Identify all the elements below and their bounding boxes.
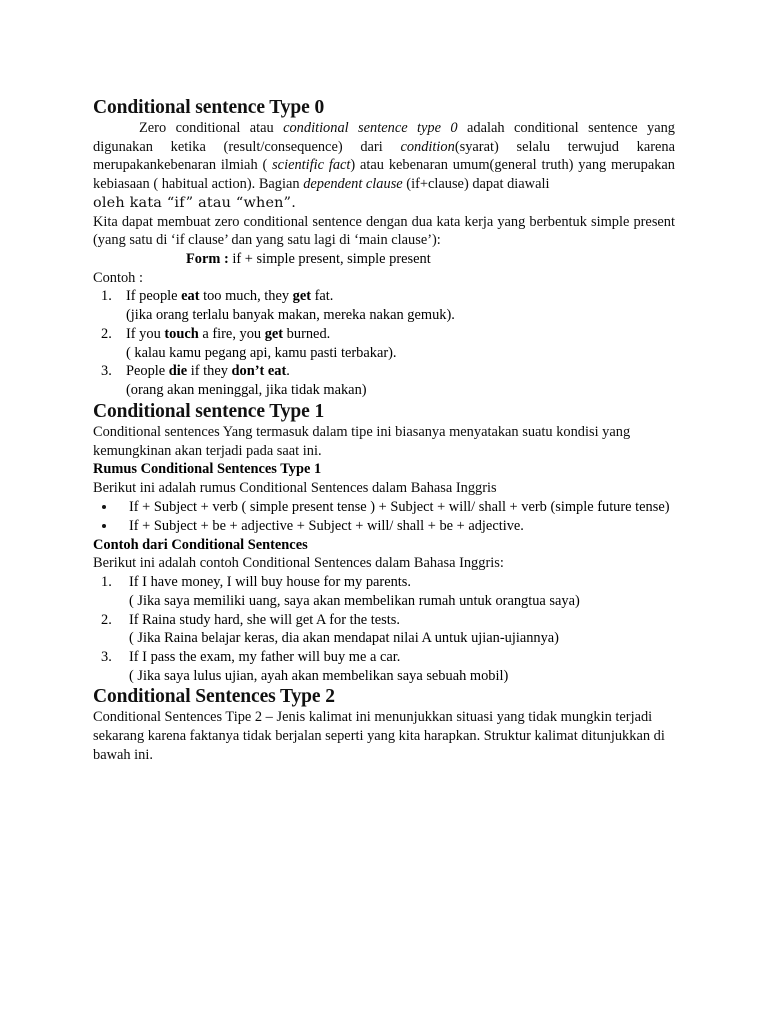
type0-intro-seg1: Zero conditional atau xyxy=(139,120,284,136)
list-item-number: 2. xyxy=(101,325,112,342)
type1-rumus-subtext: Berikut ini adalah rumus Conditional Sentences dalam Bahasa Inggris xyxy=(93,479,497,496)
list-item-translation: (jika orang terlalu banyak makan, mereka nakan gemuk). xyxy=(126,307,455,324)
formula-text: If + Subject + be + adjective + Subject + will/ shall + be + adjective. xyxy=(129,517,524,534)
list-item-number: 3. xyxy=(101,649,112,665)
list-item-number: 3. xyxy=(101,363,112,380)
type1-contoh-subtext: Berikut ini adalah contoh Conditional Sentences dalam Bahasa Inggris: xyxy=(93,555,504,572)
type0-intro-seg5: (if+clause) dapat diawali xyxy=(402,176,550,193)
type0-paragraph-2: Kita dapat membuat zero conditional sentence dengan dua kata kerja yang berbentuk simple present (yang satu di ‘if clause’ dan yang satu lagi di ‘main clause’): xyxy=(93,213,675,249)
type1-formula-list xyxy=(93,498,675,536)
heading-conditional-sentence-type-0: Conditional sentence Type 0 xyxy=(93,97,325,118)
heading-conditional-sentence-type-1: Conditional sentence Type 1 xyxy=(93,400,325,422)
type1-intro-paragraph: Conditional sentences Yang termasuk dalam tipe ini biasanya menyatakan suatu kondisi yang kemungkinan akan terjadi pada saat ini. xyxy=(93,423,631,459)
en-pre: If people xyxy=(126,288,182,305)
type0-intro-seg4: ) atau kebenaran umum(general truth) yang merupakan kebiasaan ( habitual action). Bagian xyxy=(93,157,675,193)
type0-contoh-label: Contoh : xyxy=(93,269,143,286)
list-item-english xyxy=(126,362,675,381)
list-item xyxy=(93,517,675,536)
bullet-icon xyxy=(102,524,106,528)
list-item-translation: ( Jika saya lulus ujian, ayah akan membelikan saya sebuah mobil) xyxy=(129,667,509,684)
heading-conditional-sentences-type-2: Conditional Sentences Type 2 xyxy=(93,686,335,708)
bullet-icon xyxy=(102,505,106,509)
en-bold-2: get xyxy=(264,325,284,342)
type0-intro-seg2: adalah conditional sentence yang digunakan ketika (result/consequence) dari xyxy=(93,120,676,155)
type1-contoh-heading: Contoh dari Conditional Sentences xyxy=(93,536,308,553)
type1-rumus-heading: Rumus Conditional Sentences Type 1 xyxy=(93,461,322,478)
type0-intro-em4: dependent clause xyxy=(303,176,403,193)
en-bold-1: touch xyxy=(164,325,199,342)
list-item xyxy=(93,498,675,517)
en-post: burned. xyxy=(283,325,331,342)
en-mid: too much, they xyxy=(199,288,293,305)
form-value: if + simple present, simple present xyxy=(228,251,431,268)
type0-intro-seg3: (syarat) selalu terwujud karena merupakankebenaran ilmiah ( xyxy=(93,138,675,174)
list-item-english: If I have money, I will buy house for my parents. xyxy=(129,574,412,591)
en-bold-2: don’t eat xyxy=(231,363,287,380)
list-item-english xyxy=(126,325,675,344)
type2-intro-paragraph: Conditional Sentences Tipe 2 – Jenis kalimat ini menunjukkan situasi yang tidak mungkin terjadi sekarang karena faktanya tidak berjalan seperti yang kita harapkan. Struktur kalimat ditunjukkan di bawah ini. xyxy=(93,709,665,763)
type0-intro-em1: conditional sentence type 0 xyxy=(283,120,458,136)
list-item-english: If Raina study hard, she will get A for the tests. xyxy=(129,611,400,628)
en-pre: People xyxy=(126,363,169,380)
en-pre: If you xyxy=(126,325,165,342)
type0-intro-last-line: oleh kata “if” atau “when”. xyxy=(93,194,296,211)
list-item xyxy=(93,325,675,362)
en-bold-1: eat xyxy=(181,288,200,305)
list-item-translation: ( Jika saya memiliki uang, saya akan membelikan rumah untuk orangtua saya) xyxy=(129,592,580,609)
type0-intro-em2: condition xyxy=(400,138,455,155)
list-item xyxy=(93,648,675,685)
list-item-number: 1. xyxy=(101,574,112,591)
en-post: . xyxy=(286,363,290,380)
list-item xyxy=(93,362,675,399)
list-item xyxy=(93,573,675,610)
list-item-english: If I pass the exam, my father will buy me a car. xyxy=(129,649,401,665)
en-mid: a fire, you xyxy=(198,325,265,342)
form-label: Form : xyxy=(186,251,229,268)
formula-text: If + Subject + verb ( simple present tense ) + Subject + will/ shall + verb (simple future tense) xyxy=(129,498,670,515)
en-bold-1: die xyxy=(168,363,188,380)
list-item-number: 2. xyxy=(101,611,112,628)
list-item xyxy=(93,287,675,324)
list-item-english xyxy=(126,287,675,306)
type0-form-line xyxy=(93,250,675,269)
type0-intro-em3: scientific fact xyxy=(272,157,351,174)
list-item-translation: ( kalau kamu pegang api, kamu pasti terbakar). xyxy=(126,344,397,361)
en-post: fat. xyxy=(311,288,334,305)
list-item-number: 1. xyxy=(101,288,112,305)
type1-examples-list xyxy=(93,573,675,685)
list-item-translation: ( Jika Raina belajar keras, dia akan mendapat nilai A untuk ujian-ujiannya) xyxy=(129,630,559,647)
list-item xyxy=(93,611,675,648)
en-mid: if they xyxy=(187,363,232,380)
type0-intro-paragraph xyxy=(93,119,675,194)
type0-examples-list xyxy=(93,287,675,399)
list-item-translation: (orang akan meninggal, jika tidak makan) xyxy=(126,382,367,399)
en-bold-2: get xyxy=(292,288,312,305)
